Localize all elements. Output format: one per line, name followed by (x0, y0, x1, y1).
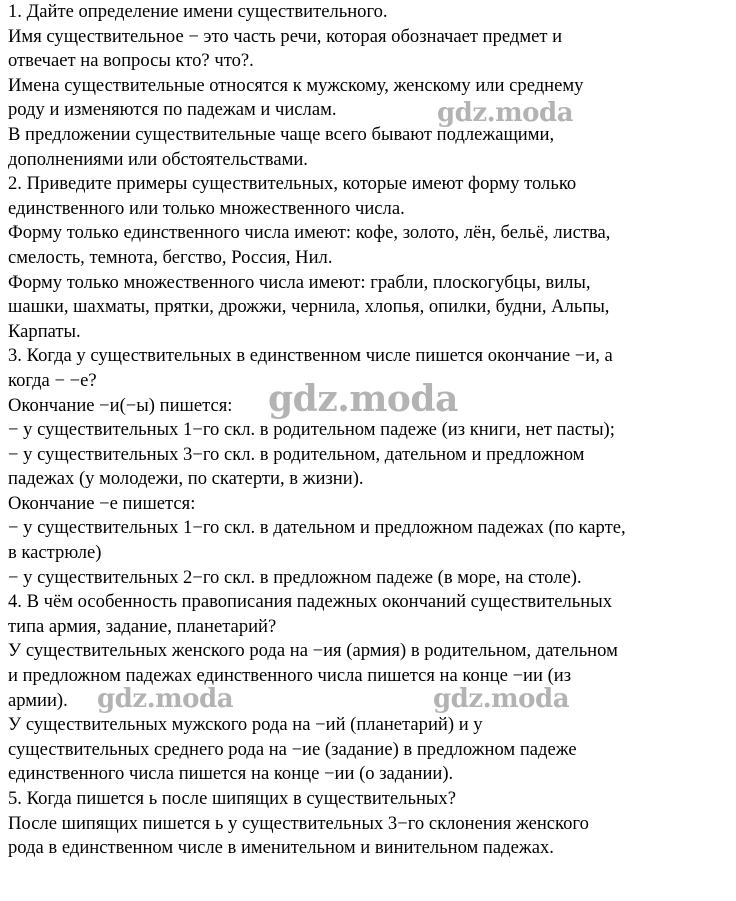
text-line: дополнениями или обстоятельствами. (8, 148, 308, 170)
text-line: 1. Дайте определение имени существительного. (8, 1, 388, 22)
text-line: Имя существительное − это часть речи, которая обозначает предмет и (8, 25, 563, 47)
text-line: когда − −е? (8, 369, 97, 391)
text-line: У существительных мужского рода на −ий (планетарий) и у (8, 714, 483, 736)
text-line: Имена существительные относятся к мужскому, женскому или среднему (8, 74, 584, 96)
text-line: − у существительных 1−го скл. в дательном и предложном падежах (по карте, (8, 517, 626, 539)
text-line: 3. Когда у существительных в единственном числе пишется окончание −и, а (8, 345, 613, 367)
watermark: gdz.moda (97, 684, 234, 714)
text-line: 4. В чём особенность правописания падежных окончаний существительных (8, 591, 613, 613)
watermark: gdz.moda (433, 684, 570, 714)
text-line: и предложном падежах единственного числа пишется на конце −ии (из (8, 665, 572, 687)
watermark: gdz.moda (268, 378, 458, 420)
text-line: отвечает на вопросы кто? что?. (8, 50, 254, 72)
text-line: рода в единственном числе в именительном и винительном падежах. (8, 837, 554, 859)
text-line: 5. Когда пишется ь после шипящих в существительных? (8, 788, 456, 809)
text-line: − у существительных 3−го скл. в родительном, дательном и предложном (8, 443, 585, 465)
text-line: существительных среднего рода на −ие (задание) в предложном падеже (8, 738, 577, 760)
text-line: − у существительных 1−го скл. в родительном падеже (из книги, нет пасты); (8, 419, 615, 441)
text-line: − у существительных 2−го скл. в предложном падеже (в море, на столе). (8, 566, 582, 588)
text-line: падежах (у молодежи, по скатерти, в жизни). (8, 468, 364, 490)
text-line: После шипящих пишется ь у существительных 3−го склонения женского (8, 812, 589, 834)
text-line: Окончание −е пишется: (8, 492, 196, 514)
text-line: Форму только единственного числа имеют: кофе, золото, лён, бельё, листва, (8, 222, 611, 244)
text-line: роду и изменяются по падежам и числам. (8, 99, 337, 121)
text-line: Карпаты. (8, 320, 81, 342)
watermark: gdz.moda (437, 98, 574, 128)
text-line: смелость, темнота, бегство, Россия, Нил. (8, 246, 333, 268)
text-line: Форму только множественного числа имеют: грабли, плоскогубцы, вилы, (8, 271, 591, 293)
text-line: Окончание −и(−ы) пишется: (8, 394, 233, 416)
document-body (8, 0, 732, 861)
text-line: типа армия, задание, планетарий? (8, 615, 277, 637)
text-line: единственного или только множественного числа. (8, 197, 405, 219)
text-line: В предложении существительные чаще всего бывают подлежащими, (8, 123, 555, 145)
text-line: армии). (8, 689, 68, 711)
text-line: 2. Приведите примеры существительных, которые имеют форму только (8, 173, 577, 195)
text-line: единственного числа пишется на конце −ии (о задании). (8, 763, 454, 785)
text-line: шашки, шахматы, прятки, дрожжи, чернила, хлопья, опилки, будни, Альпы, (8, 296, 610, 318)
text-line: У существительных женского рода на −ия (армия) в родительном, дательном (8, 640, 618, 662)
text-line: в кастрюле) (8, 542, 102, 564)
